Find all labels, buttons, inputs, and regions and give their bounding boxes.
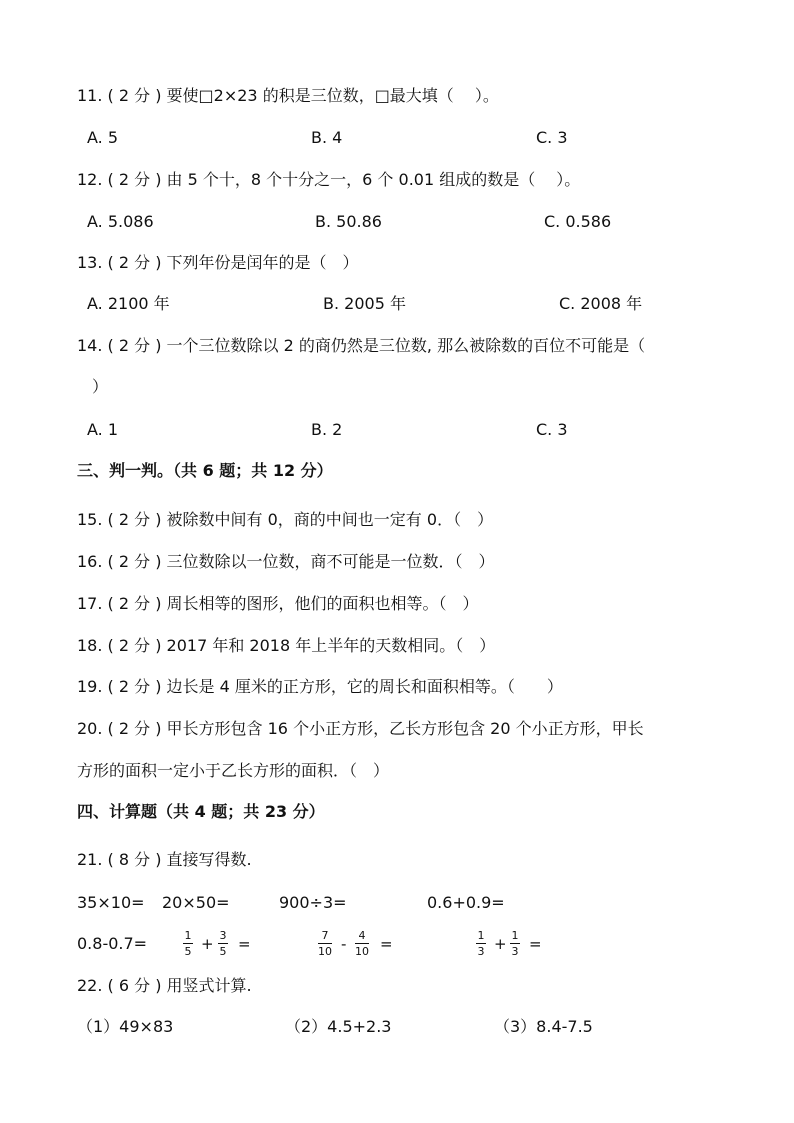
q13-option-a: A. 2100 年 [87, 294, 170, 313]
calc-2: 20×50= [162, 893, 230, 912]
question-20-line-2: 方形的面积一定小于乙长方形的面积．（ ） [77, 761, 390, 780]
question-12: 12. ( 2 分 ) 由 5 个十，8 个十分之一，6 个 0.01 组成的数是（ ）。 [77, 170, 581, 189]
q14-option-b: B. 2 [311, 420, 343, 439]
question-18: 18. ( 2 分 ) 2017 年和 2018 年上半年的天数相同。（ ） [77, 636, 496, 655]
question-11: 11. ( 2 分 ) 要使□2×23 的积是三位数，□最大填（ ）。 [77, 86, 499, 105]
q13-option-c: C. 2008 年 [559, 294, 643, 313]
fraction-1b: 3 5 [219, 929, 227, 958]
fraction-3a: 1 3 [477, 929, 485, 958]
section-3-heading: 三、判一判。（共 6 题；共 12 分） [77, 461, 333, 480]
q11-option-a: A. 5 [87, 128, 119, 147]
fraction-op-2: - [341, 935, 347, 953]
q11-option-b: B. 4 [311, 128, 343, 147]
calc-3: 900÷3= [279, 893, 347, 912]
q12-option-c: C. 0.586 [544, 212, 612, 231]
fraction-2b: 4 10 [355, 929, 369, 958]
fraction-op-3: + [494, 935, 507, 953]
vertical-calc-3: （3）8.4-7.5 [494, 1017, 593, 1036]
q11-option-c: C. 3 [536, 128, 568, 147]
question-20-line-1: 20. ( 2 分 ) 甲长方形包含 16 个小正方形，乙长方形包含 20 个小正方形，甲长 [77, 719, 644, 738]
q12-option-b: B. 50.86 [315, 212, 382, 231]
question-13: 13. ( 2 分 ) 下列年份是闰年的是（ ） [77, 253, 359, 272]
question-19: 19. ( 2 分 ) 边长是 4 厘米的正方形，它的周长和面积相等。（ ） [77, 677, 563, 696]
vertical-calc-1: （1）49×83 [77, 1017, 174, 1036]
calc-5: 0.8-0.7= [77, 934, 148, 953]
section-4-heading: 四、计算题（共 4 题；共 23 分） [77, 802, 325, 821]
question-14-continuation: ） [92, 377, 109, 396]
fraction-eq-3: = [529, 935, 542, 953]
fraction-eq-1: = [238, 935, 251, 953]
calc-1: 35×10= [77, 893, 145, 912]
q13-option-b: B. 2005 年 [323, 294, 406, 313]
q12-option-a: A. 5.086 [87, 212, 154, 231]
question-15: 15. ( 2 分 ) 被除数中间有 0，商的中间也一定有 0．（ ） [77, 510, 494, 529]
question-22: 22. ( 6 分 ) 用竖式计算. [77, 976, 252, 995]
question-21: 21. ( 8 分 ) 直接写得数. [77, 850, 252, 869]
fraction-eq-2: = [380, 935, 393, 953]
question-14: 14. ( 2 分 ) 一个三位数除以 2 的商仍然是三位数, 那么被除数的百位不可能是（ [77, 336, 646, 355]
fraction-1a: 1 5 [184, 929, 192, 958]
question-17: 17. ( 2 分 ) 周长相等的图形，他们的面积也相等。（ ） [77, 594, 479, 613]
calc-4: 0.6+0.9= [427, 893, 505, 912]
q14-option-c: C. 3 [536, 420, 568, 439]
fraction-2a: 7 10 [318, 929, 332, 958]
fraction-op-1: + [201, 935, 214, 953]
vertical-calc-2: （2）4.5+2.3 [285, 1017, 392, 1036]
q14-option-a: A. 1 [87, 420, 119, 439]
fraction-3b: 1 3 [511, 929, 519, 958]
question-16: 16. ( 2 分 ) 三位数除以一位数，商不可能是一位数．（ ） [77, 552, 495, 571]
